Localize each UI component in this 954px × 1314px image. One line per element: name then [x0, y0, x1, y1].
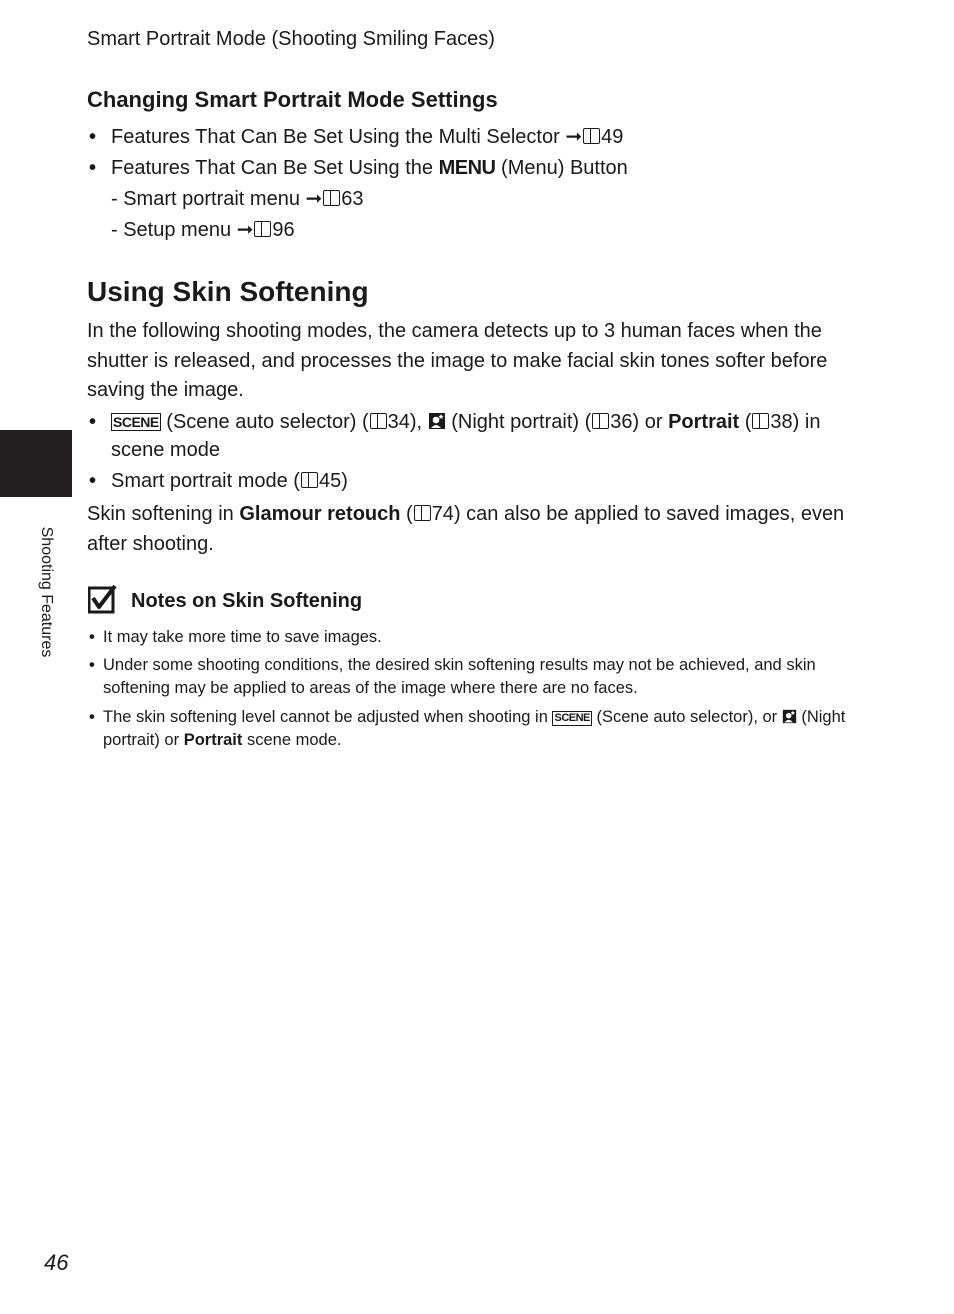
bullet-dot: • [89, 708, 95, 726]
subitem-text: - Setup menu [111, 219, 232, 241]
bullet-dot: • [89, 628, 95, 646]
night-portrait-icon [782, 708, 802, 726]
book-reference-icon [592, 413, 609, 429]
note-item [89, 654, 873, 700]
note-text: It may take more time to save images. [103, 628, 382, 646]
check-note-icon [88, 585, 118, 615]
scene-auto-icon: SCENE [554, 712, 590, 724]
bullet-dot: • [89, 656, 95, 674]
bullet-scene-modes: • SCENE (Scene auto selector) ( 34), (Night portrait) ( 36) or Portrait ( 38) in scene mode [111, 408, 871, 464]
page-number: 46 [44, 1250, 69, 1275]
note-text: Under some shooting conditions, the desired skin softening results may not be achieved, and skin softening may be applied to areas of the image where there are no faces. [103, 656, 816, 697]
page-ref: 34 [387, 411, 410, 433]
text: (Night portrait) ( [451, 411, 592, 433]
note-text: scene mode. [246, 731, 342, 749]
subitem-setup-menu [111, 216, 295, 244]
glamour-paragraph: Skin softening in Glamour retouch ( 74) can also be applied to saved images, even after shooting. [87, 503, 845, 555]
note-item [89, 706, 873, 752]
book-reference-icon [370, 413, 387, 429]
scene-auto-icon: SCENE [113, 414, 159, 430]
menu-button-icon: MENU [438, 157, 496, 179]
text: can also be applied to saved images, even after shooting. [87, 503, 845, 555]
text: in scene mode [111, 411, 821, 461]
page-ref: 49 [601, 126, 624, 148]
text: ) or [632, 411, 663, 433]
side-tab-marker [0, 430, 72, 497]
book-reference-icon [414, 505, 431, 521]
note-text: The skin softening level cannot be adjusted when shooting in [103, 708, 548, 726]
page-ref: 36 [610, 411, 633, 433]
page-ref: 63 [341, 188, 364, 210]
bullet-dot: • [89, 157, 97, 179]
arrow-right-icon: ➞ [565, 126, 583, 148]
subitem-smart-portrait-menu [111, 185, 364, 213]
night-portrait-icon [428, 411, 452, 433]
bullet-smart-portrait-mode: • Smart portrait mode ( 45) [111, 467, 348, 495]
section-heading-skin-softening: Using Skin Softening [87, 276, 369, 307]
glamour-retouch-label: Glamour retouch [239, 503, 401, 525]
notes-heading: Notes on Skin Softening [131, 590, 363, 612]
page-ref: 74 [431, 503, 454, 525]
note-item [89, 626, 873, 649]
running-head: Smart Portrait Mode (Shooting Smiling Faces) [87, 28, 495, 50]
book-reference-icon [752, 413, 769, 429]
bullet-text: (Menu) Button [501, 157, 628, 179]
book-reference-icon [583, 128, 600, 144]
note-text: (Night portrait) or [103, 708, 846, 749]
text: (Scene auto selector) ( [166, 411, 369, 433]
intro-paragraph: In the following shooting modes, the camera detects up to 3 human faces when the shutter is released, and processes the image to make facial skin tones softer before saving the image. [87, 320, 828, 401]
book-reference-icon [323, 190, 340, 206]
bullet-dot: • [89, 411, 97, 433]
book-reference-icon [254, 221, 271, 237]
arrow-right-icon: ➞ [236, 219, 254, 241]
bullet-text: Features That Can Be Set Using the Multi Selector [111, 126, 560, 148]
subitem-text: - Smart portrait menu [111, 188, 300, 210]
page-ref: 38 [770, 411, 793, 433]
note-text: (Scene auto selector), or [596, 708, 778, 726]
portrait-mode-label: Portrait [668, 411, 740, 433]
arrow-right-icon: ➞ [305, 188, 323, 210]
bullet-dot: • [89, 126, 97, 148]
bullet-menu-button [89, 154, 628, 182]
bullet-multi-selector [89, 123, 624, 151]
portrait-mode-label: Portrait [183, 731, 243, 749]
text: Smart portrait mode ( [111, 470, 300, 492]
bullet-text: Features That Can Be Set Using the [111, 157, 434, 179]
text: Skin softening in [87, 503, 234, 525]
section-heading-settings: Changing Smart Portrait Mode Settings [87, 87, 498, 112]
book-reference-icon [301, 472, 318, 488]
page-ref: 96 [272, 219, 295, 241]
side-tab-label: Shooting Features [38, 526, 55, 658]
bullet-dot: • [89, 470, 97, 492]
page-ref: 45 [318, 470, 342, 492]
